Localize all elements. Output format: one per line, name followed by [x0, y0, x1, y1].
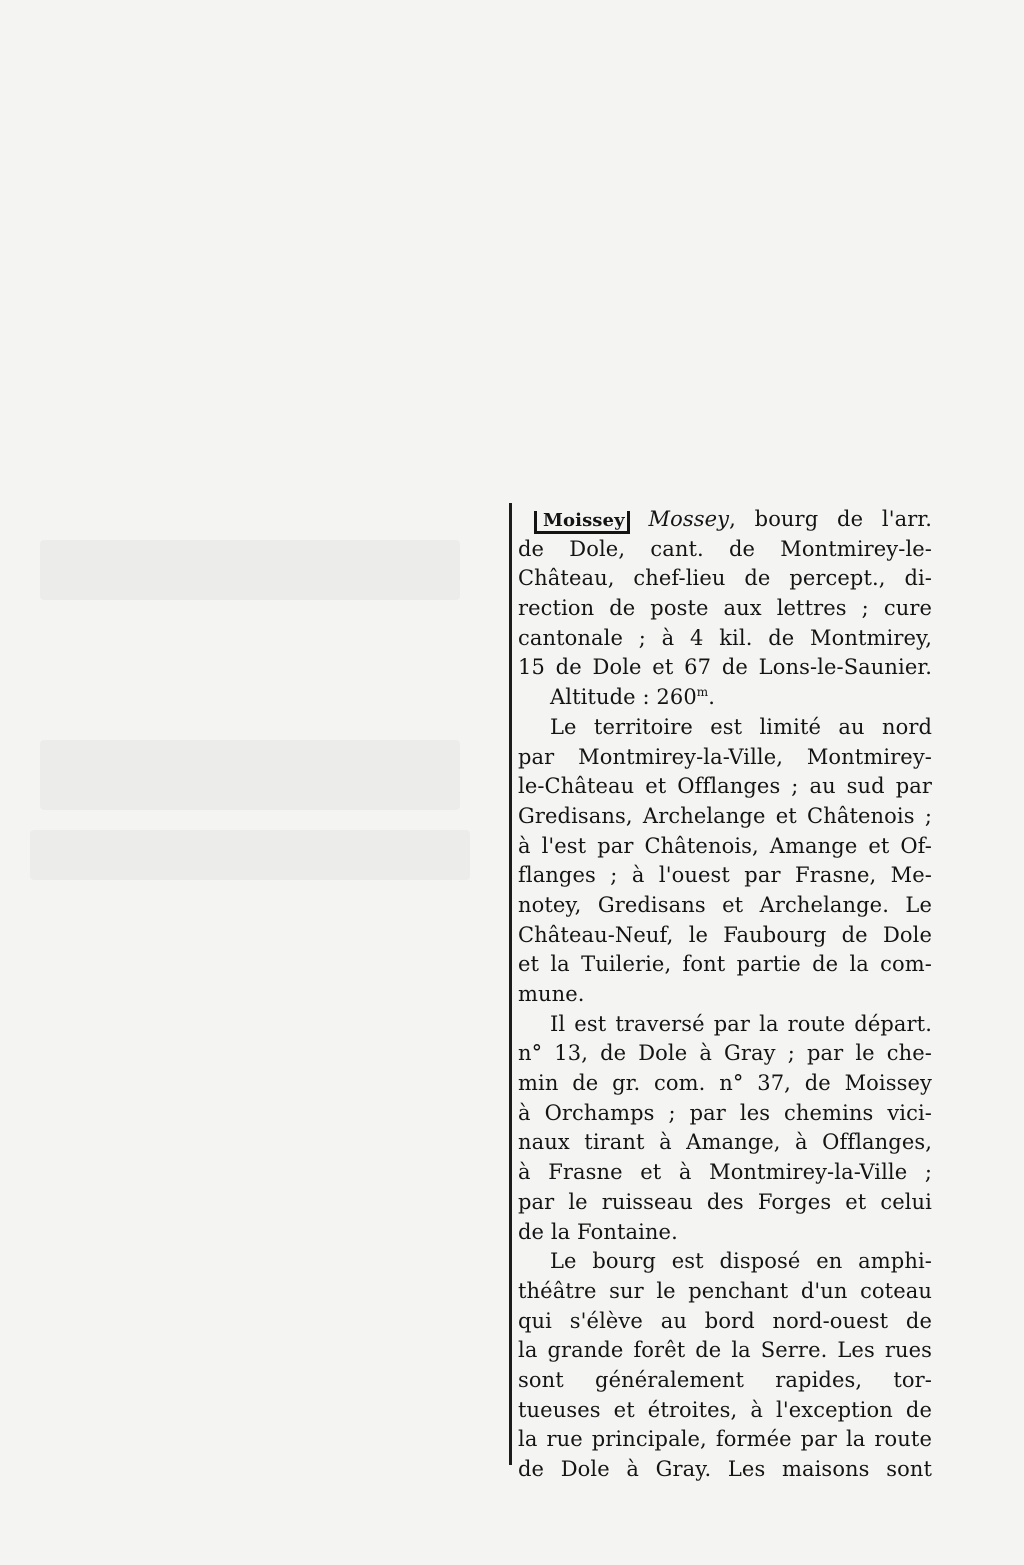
altitude-line: [518, 683, 932, 713]
paragraph-3-line: à Frasne et à Montmirey-la-Ville ;: [518, 1160, 932, 1185]
entry-line: 15 de Dole et 67 de Lons-le-Saunier.: [518, 655, 932, 680]
entry-variant: Mossey: [648, 507, 730, 531]
paragraph-4-line: tueuses et étroites, à l'exception de: [518, 1397, 932, 1422]
paragraph-2-line: Gredisans, Archelange et Châtenois ;: [518, 803, 932, 828]
entry-headword: Moissey: [534, 511, 630, 534]
dictionary-column: [518, 505, 932, 1485]
paragraph-3-line: par le ruisseau des Forges et celui: [518, 1189, 932, 1214]
paragraph-2-line: flanges ; à l'ouest par Frasne, Me-: [518, 863, 932, 888]
altitude-end: .: [708, 685, 716, 710]
paragraph-2-line: Le territoire est limité au nord: [550, 714, 932, 739]
paragraph-4-line: la grande forêt de la Serre. Les rues: [518, 1338, 932, 1363]
altitude-label: Altitude : 260: [550, 685, 697, 710]
paragraph-4-line: Le bourg est disposé en amphi-: [550, 1249, 932, 1274]
paragraph-3-line: n° 13, de Dole à Gray ; par le che-: [518, 1041, 932, 1066]
paragraph-2-line: Château-Neuf, le Faubourg de Dole: [518, 922, 932, 947]
column-rule: [509, 503, 512, 1465]
paragraph-3-line: Il est traversé par la route départ.: [550, 1011, 932, 1036]
paragraph-4-line: qui s'élève au bord nord-ouest de: [518, 1308, 932, 1333]
paragraph-3-line: à Orchamps ; par les chemins vici-: [518, 1100, 932, 1125]
entry-first-line: [518, 505, 932, 535]
entry-line: rection de poste aux lettres ; cure: [518, 596, 932, 621]
entry-line: Château, chef-lieu de percept., di-: [518, 566, 932, 591]
paragraph-2-line: le-Château et Offlanges ; au sud par: [518, 774, 932, 799]
show-through-smudge: [30, 830, 470, 880]
paragraph-2-line: notey, Gredisans et Archelange. Le: [518, 892, 932, 917]
paragraph-3-line: min de gr. com. n° 37, de Moissey: [518, 1071, 932, 1096]
paragraph-2-line: mune.: [518, 982, 585, 1006]
entry-line: de Dole, cant. de Montmirey-le-: [518, 536, 932, 561]
paragraph-2-line: à l'est par Châtenois, Amange et Of-: [518, 833, 932, 858]
entry-line: , bourg de l'arr.: [729, 507, 932, 531]
altitude-unit: m: [696, 685, 709, 700]
entry-line: cantonale ; à 4 kil. de Montmirey,: [518, 625, 932, 650]
paragraph-4-line: théâtre sur le penchant d'un coteau: [518, 1278, 932, 1303]
show-through-smudge: [40, 740, 460, 810]
paragraph-2-line: par Montmirey-la-Ville, Montmirey-: [518, 744, 932, 769]
paragraph-4-line: la rue principale, formée par la route: [518, 1427, 932, 1452]
paragraph-4-line: sont généralement rapides, tor-: [518, 1367, 932, 1392]
paragraph-2-line: et la Tuilerie, font partie de la com-: [518, 952, 932, 977]
paragraph-4-line: de Dole à Gray. Les maisons sont: [518, 1457, 932, 1481]
paragraph-3-line: naux tirant à Amange, à Offlanges,: [518, 1130, 932, 1155]
show-through-smudge: [40, 540, 460, 600]
paragraph-3-line: de la Fontaine.: [518, 1219, 678, 1244]
